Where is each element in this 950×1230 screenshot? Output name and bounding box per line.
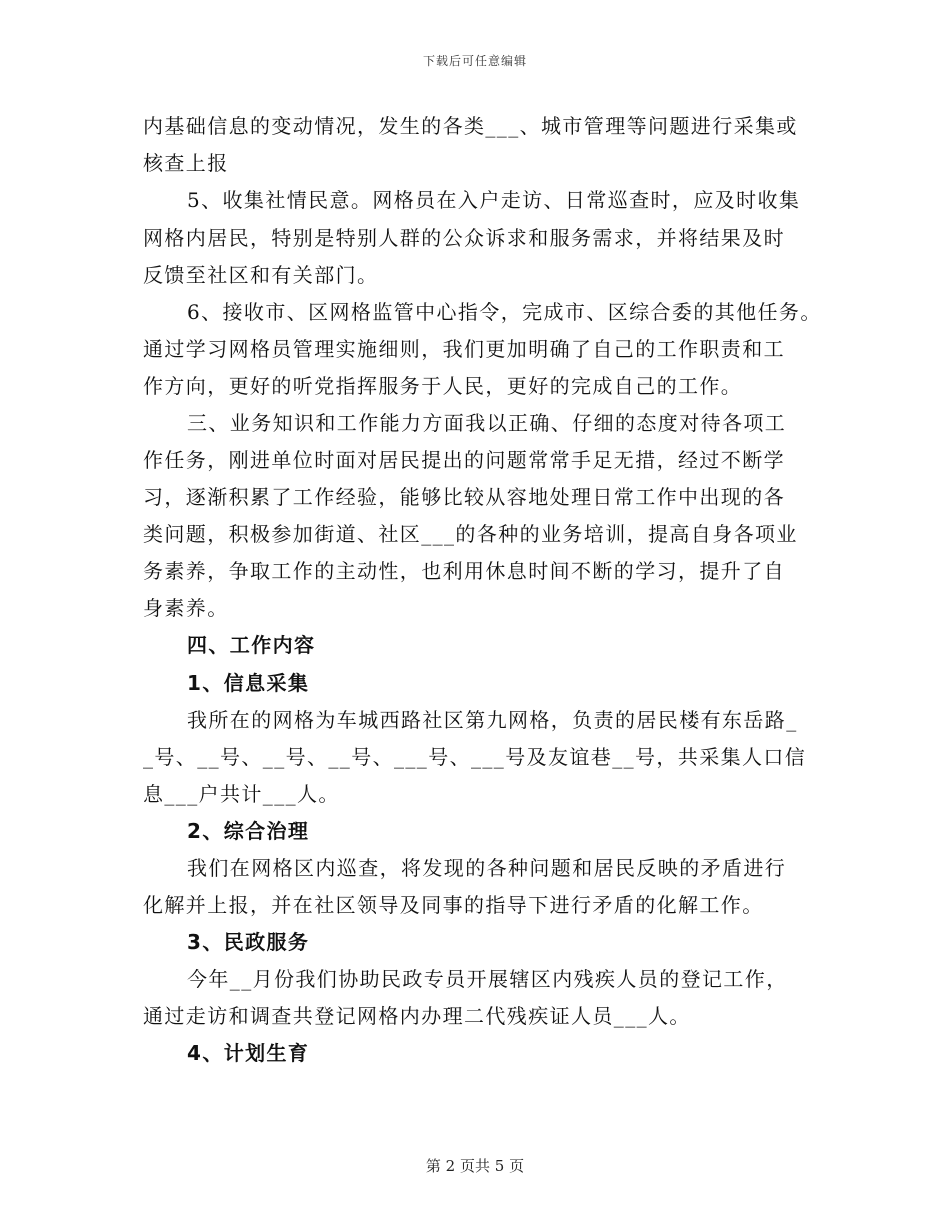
paragraph-line: 务素养，争取工作的主动性，也利用休息时间不断的学习，提升了自	[143, 559, 785, 583]
paragraph-line: 核查上报	[143, 151, 229, 175]
paragraph-line: 内基础信息的变动情况，发生的各类___、城市管理等问题进行采集或	[143, 114, 798, 138]
paragraph-line: 作任务，刚进单位时面对居民提出的问题常常手足无措，经过不断学	[143, 448, 785, 472]
paragraph-line: 今年__月份我们协助民政专员开展辖区内残疾人员的登记工作，	[187, 967, 788, 991]
paragraph-line: 通过走访和调查共登记网格内办理二代残疾证人员___人。	[143, 1004, 691, 1028]
page-header: 下载后可任意编辑	[422, 54, 527, 68]
paragraph-line: 5、收集社情民意。网格员在入户走访、日常巡查时，应及时收集	[187, 188, 801, 212]
paragraph-line: 三、业务知识和工作能力方面我以正确、仔细的态度对待各项工	[187, 411, 787, 435]
paragraph-line: _号、__号、__号、__号、___号、___号及友谊巷__号，共采集人口信	[143, 745, 807, 769]
paragraph-line: 我们在网格区内巡查，将发现的各种问题和居民反映的矛盾进行	[187, 856, 787, 880]
subsection-heading: 1、信息采集	[187, 671, 310, 695]
page-number: 第 2 页共 5 页	[425, 1157, 525, 1175]
subsection-heading: 2、综合治理	[187, 819, 310, 843]
section-heading: 四、工作内容	[187, 633, 316, 657]
paragraph-line: 通过学习网格员管理实施细则，我们更加明确了自己的工作职责和工	[143, 337, 785, 361]
subsection-heading: 3、民政服务	[187, 930, 310, 954]
subsection-heading: 4、计划生育	[187, 1041, 310, 1065]
paragraph-line: 类问题，积极参加街道、社区___的各种的业务培训，提高自身各项业	[143, 522, 798, 546]
paragraph-line: 息___户共计___人。	[143, 782, 340, 806]
paragraph-line: 习，逐渐积累了工作经验，能够比较从容地处理日常工作中出现的各	[143, 485, 785, 509]
paragraph-line: 作方向，更好的听党指挥服务于人民，更好的完成自己的工作。	[143, 374, 743, 398]
paragraph-line: 化解并上报，并在社区领导及同事的指导下进行矛盾的化解工作。	[143, 893, 764, 917]
paragraph-line: 身素养。	[143, 596, 229, 620]
paragraph-line: 我所在的网格为车城西路社区第九网格，负责的居民楼有东岳路_	[187, 708, 798, 732]
paragraph-line: 6、接收市、区网格监管中心指令，完成市、区综合委的其他任务。	[187, 300, 822, 324]
paragraph-line: 反馈至社区和有关部门。	[143, 263, 379, 287]
paragraph-line: 网格内居民，特别是特别人群的公众诉求和服务需求，并将结果及时	[143, 226, 785, 250]
